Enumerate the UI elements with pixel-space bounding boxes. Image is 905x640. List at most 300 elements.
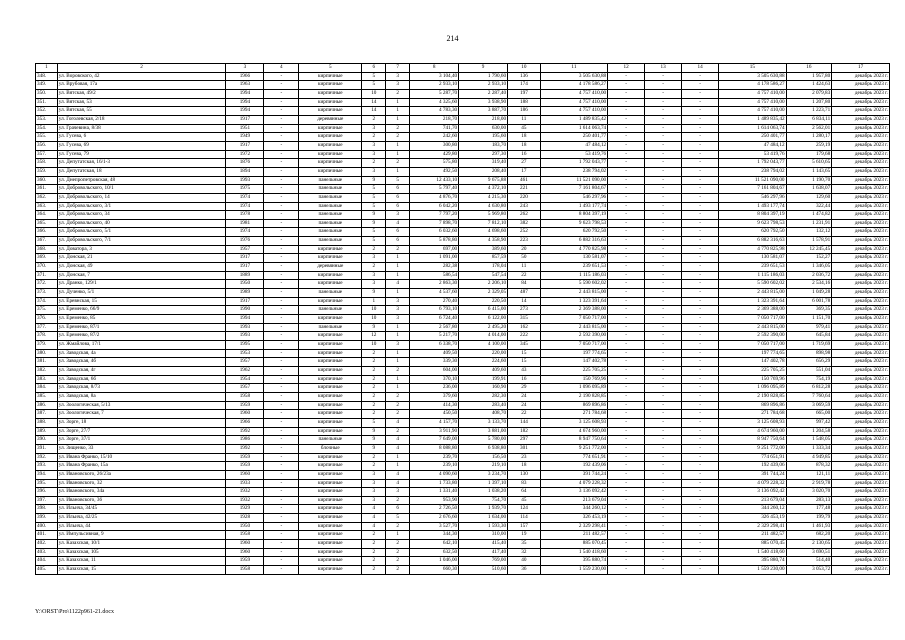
table-cell: 371. <box>36 271 58 280</box>
table-cell: 2 <box>362 349 386 358</box>
table-cell: - <box>264 479 299 488</box>
table-cell: 1 634,00 <box>459 514 508 523</box>
table-row <box>36 237 890 246</box>
table-cell: 2 190 828,85 <box>540 392 607 401</box>
table-cell: 575,80 <box>410 159 459 168</box>
table-cell: 642,10 <box>410 540 459 549</box>
table-cell: 630,00 <box>459 124 508 133</box>
table-cell: - <box>608 358 645 367</box>
table-cell: ул. Донская, 21 <box>57 254 226 263</box>
table-cell: 18 <box>508 141 541 150</box>
table-cell: - <box>645 202 682 211</box>
table-cell: 1950 <box>226 280 264 289</box>
table-cell: 362. <box>36 193 58 202</box>
table-cell: - <box>645 107 682 116</box>
table-cell: - <box>608 341 645 350</box>
table-cell: - <box>264 219 299 228</box>
table-cell: 4 <box>386 444 410 453</box>
table-cell: 382. <box>36 366 58 375</box>
table-cell: - <box>608 462 645 471</box>
table-cell: 4 <box>386 470 410 479</box>
table-cell: 2 <box>386 89 410 98</box>
table-cell: 1957 <box>226 245 264 254</box>
table-cell: 5 610,65 <box>786 159 832 168</box>
table-cell: 1981 <box>226 219 264 228</box>
table-cell: - <box>645 306 682 315</box>
table-cell: 898,98 <box>786 349 832 358</box>
table-cell: 4 <box>386 479 410 488</box>
table-cell: - <box>264 263 299 272</box>
table-row <box>36 245 890 254</box>
table-cell: 2 329 298,41 <box>719 522 786 531</box>
table-cell: 3 <box>362 470 386 479</box>
table-cell: 2 <box>386 366 410 375</box>
table-row <box>36 410 890 419</box>
table-cell: - <box>608 141 645 150</box>
table-cell: 1 593,30 <box>459 522 508 531</box>
table-cell: 259,19 <box>786 141 832 150</box>
table-cell: - <box>645 89 682 98</box>
table-cell: кирпичные <box>299 98 362 107</box>
table-cell: 1 091,00 <box>410 254 459 263</box>
table-cell: - <box>645 159 682 168</box>
table-cell: 7 797,20 <box>410 211 459 220</box>
table-cell: декабрь 2023 г. <box>832 479 890 488</box>
table-cell: 869 896,86 <box>719 401 786 410</box>
table-cell: 769,00 <box>459 557 508 566</box>
table-cell: - <box>608 514 645 523</box>
table-cell: 14 <box>362 98 386 107</box>
table-cell: 4 325,60 <box>410 98 459 107</box>
column-number-cell: 6 <box>362 64 386 73</box>
table-cell: 297 <box>508 436 541 445</box>
table-cell: 7 760,64 <box>786 392 832 401</box>
table-cell: 1986 <box>226 436 264 445</box>
table-cell: 7 161 804,67 <box>540 185 607 194</box>
table-row <box>36 280 890 289</box>
table-row <box>36 306 890 315</box>
table-cell: - <box>264 107 299 116</box>
table-cell: 4 215,30 <box>459 193 508 202</box>
table-cell: 6 <box>386 228 410 237</box>
table-cell: 390. <box>36 436 58 445</box>
table-cell: ул. Врубовая, 17а <box>57 81 226 90</box>
table-cell: - <box>682 410 719 419</box>
table-cell: - <box>645 271 682 280</box>
table-cell: ул. Ильича, 42/25 <box>57 514 226 523</box>
table-cell: 380. <box>36 349 58 358</box>
table-cell: 1 614 063,74 <box>540 124 607 133</box>
table-cell: 514,40 <box>786 557 832 566</box>
table-cell: 2 <box>386 392 410 401</box>
table-cell: ул. Казахская, 105 <box>57 548 226 557</box>
table-cell: - <box>264 89 299 98</box>
table-cell: - <box>645 245 682 254</box>
table-cell: 136 <box>508 72 541 81</box>
table-cell: 1959 <box>226 453 264 462</box>
table-cell: - <box>682 167 719 176</box>
table-cell: 386. <box>36 401 58 410</box>
table-cell: 1 792 043,77 <box>719 159 786 168</box>
table-cell: декабрь 2023 г. <box>832 514 890 523</box>
table-cell: кирпичные <box>299 453 362 462</box>
table-cell: 381. <box>36 358 58 367</box>
table-cell: 1 096 095,89 <box>540 384 607 393</box>
table-cell: 4 178 586,27 <box>540 81 607 90</box>
table-cell: - <box>264 150 299 159</box>
table-cell: - <box>608 496 645 505</box>
table-cell: 348. <box>36 72 58 81</box>
table-cell: 632,50 <box>410 548 459 557</box>
table-cell: 213 679,04 <box>540 496 607 505</box>
table-cell: - <box>608 133 645 142</box>
table-cell: ул. Дранко, 129/1 <box>57 280 226 289</box>
table-cell: - <box>645 444 682 453</box>
table-cell: - <box>682 115 719 124</box>
table-cell: декабрь 2023 г. <box>832 150 890 159</box>
table-cell: - <box>682 228 719 237</box>
table-cell: - <box>608 185 645 194</box>
table-cell: 1 323 391,64 <box>719 297 786 306</box>
table-cell: 178,04 <box>459 263 508 272</box>
table-cell: 5 969,80 <box>459 211 508 220</box>
table-cell: 2 <box>386 496 410 505</box>
table-cell: 1974 <box>226 202 264 211</box>
table-cell: 283,13 <box>786 496 832 505</box>
table-cell: 1 <box>386 453 410 462</box>
table-cell: - <box>264 462 299 471</box>
table-cell: панельные <box>299 306 362 315</box>
table-cell: 6 882 316,63 <box>540 237 607 246</box>
table-cell: кирпичные <box>299 401 362 410</box>
table-cell: 3 <box>362 167 386 176</box>
table-cell: - <box>264 211 299 220</box>
table-cell: кирпичные <box>299 349 362 358</box>
table-cell: декабрь 2023 г. <box>832 297 890 306</box>
table-cell: 403. <box>36 548 58 557</box>
column-number-cell: 8 <box>410 64 459 73</box>
table-cell: 9 251 772,00 <box>719 444 786 453</box>
table-cell: 5 <box>362 193 386 202</box>
table-cell: - <box>264 98 299 107</box>
table-cell: 1 <box>386 115 410 124</box>
table-cell: 395. <box>36 479 58 488</box>
table-cell: 199,79 <box>786 514 832 523</box>
table-cell: ул. Зорге, 37/1 <box>57 436 226 445</box>
table-cell: 2 <box>386 159 410 168</box>
table-cell: 546 297,96 <box>540 193 607 202</box>
table-cell: 2 919,78 <box>786 479 832 488</box>
table-cell: 397. <box>36 496 58 505</box>
table-cell: декабрь 2023 г. <box>832 72 890 81</box>
table-cell: 7 649,00 <box>410 436 459 445</box>
table-cell: декабрь 2023 г. <box>832 358 890 367</box>
table-cell: - <box>682 557 719 566</box>
table-cell: - <box>645 531 682 540</box>
table-cell: 5 <box>362 202 386 211</box>
table-cell: - <box>645 72 682 81</box>
table-cell: 367. <box>36 237 58 246</box>
table-cell: 370. <box>36 263 58 272</box>
table-cell: 6 <box>386 185 410 194</box>
table-row <box>36 444 890 453</box>
table-cell: 378. <box>36 332 58 341</box>
table-cell: ул. Казахская, 10/1 <box>57 540 226 549</box>
table-row <box>36 401 890 410</box>
table-cell: 429,80 <box>410 150 459 159</box>
table-cell: - <box>682 193 719 202</box>
table-cell: - <box>264 410 299 419</box>
table-cell: декабрь 2023 г. <box>832 228 890 237</box>
table-cell: 3 020,70 <box>786 488 832 497</box>
table-cell: - <box>645 237 682 246</box>
table-cell: 183,70 <box>459 141 508 150</box>
table-cell: - <box>682 332 719 341</box>
table-cell: 2 <box>362 263 386 272</box>
table-cell: 2 443 815,00 <box>719 323 786 332</box>
column-number-cell: 12 <box>608 64 645 73</box>
table-cell: 1960 <box>226 548 264 557</box>
table-cell: декабрь 2023 г. <box>832 202 890 211</box>
table-cell: - <box>645 514 682 523</box>
table-cell: декабрь 2023 г. <box>832 176 890 185</box>
table-cell: декабрь 2023 г. <box>832 89 890 98</box>
table-cell: ул. Зищенко, 33 <box>57 444 226 453</box>
table-cell: 391. <box>36 444 58 453</box>
table-cell: 223 <box>508 237 541 246</box>
table-cell: 1972 <box>226 150 264 159</box>
table-cell: - <box>264 384 299 393</box>
table-cell: 487 <box>508 289 541 298</box>
table-cell: 1960 <box>226 410 264 419</box>
table-cell: 211 482,57 <box>540 531 607 540</box>
table-cell: кирпичные <box>299 566 362 575</box>
table-cell: 1960 <box>226 540 264 549</box>
table-row <box>36 211 890 220</box>
table-cell: 656,29 <box>786 358 832 367</box>
table-cell: 2 933,10 <box>459 81 508 90</box>
table-cell: 1957 <box>226 384 264 393</box>
table-cell: - <box>645 211 682 220</box>
table-cell: 7 050 717,00 <box>719 341 786 350</box>
table-cell: ул. Днепропетровская, 48 <box>57 176 226 185</box>
table-row <box>36 150 890 159</box>
table-cell: панельные <box>299 202 362 211</box>
table-cell: - <box>645 349 682 358</box>
table-cell: 1962 <box>226 366 264 375</box>
table-cell: 492,50 <box>410 167 459 176</box>
table-cell: 11 <box>508 115 541 124</box>
table-cell: кирпичные <box>299 488 362 497</box>
table-row <box>36 453 890 462</box>
table-cell: 2 036,72 <box>786 271 832 280</box>
table-cell: 7 050 717,00 <box>540 315 607 324</box>
table-cell: - <box>682 141 719 150</box>
table-cell: 7 812,10 <box>459 219 508 228</box>
table-cell: 387. <box>36 410 58 419</box>
table-cell: 1 957,80 <box>786 72 832 81</box>
table-cell: декабрь 2023 г. <box>832 410 890 419</box>
table-cell: 160,90 <box>459 384 508 393</box>
table-cell: 326 453,19 <box>719 514 786 523</box>
table-cell: 2 <box>362 159 386 168</box>
table-cell: 774 651,91 <box>719 453 786 462</box>
table-cell: 2 <box>362 540 386 549</box>
table-cell: - <box>682 245 719 254</box>
table-cell: - <box>682 470 719 479</box>
table-cell: 1 323 391,64 <box>540 297 607 306</box>
table-cell: - <box>682 81 719 90</box>
table-cell: декабрь 2023 г. <box>832 306 890 315</box>
table-cell: декабрь 2023 г. <box>832 384 890 393</box>
table-cell: 53 419,76 <box>719 150 786 159</box>
table-cell: 239,70 <box>410 453 459 462</box>
table-cell: - <box>264 185 299 194</box>
table-cell: - <box>264 436 299 445</box>
table-cell: 405. <box>36 566 58 575</box>
table-cell: 8 088,80 <box>410 444 459 453</box>
table-row <box>36 107 890 116</box>
table-cell: 1 540 418,60 <box>540 548 607 557</box>
table-cell: панельные <box>299 237 362 246</box>
table-cell: 415,40 <box>459 540 508 549</box>
table-cell: 1994 <box>226 98 264 107</box>
table-cell: 1 231,91 <box>786 219 832 228</box>
table-cell: 345 <box>508 341 541 350</box>
table-cell: - <box>608 193 645 202</box>
table-cell: декабрь 2023 г. <box>832 280 890 289</box>
table-cell: - <box>264 271 299 280</box>
table-cell: деревянные <box>299 263 362 272</box>
table-row <box>36 462 890 471</box>
document-file-path: Y:\ORST\Pro\1122p961-21.docx <box>35 609 115 615</box>
table-cell: 953,90 <box>410 496 459 505</box>
table-cell: ул. Добровольского, 40 <box>57 219 226 228</box>
table-cell: - <box>608 297 645 306</box>
table-cell: - <box>682 280 719 289</box>
table-cell: - <box>264 332 299 341</box>
table-cell: 4 157,70 <box>410 418 459 427</box>
table-cell: - <box>264 323 299 332</box>
table-cell: 4 <box>362 522 386 531</box>
table-cell: ул. Казахская, 11 <box>57 557 226 566</box>
table-cell: декабрь 2023 г. <box>832 540 890 549</box>
table-cell: 8 947 750,64 <box>540 436 607 445</box>
table-row <box>36 418 890 427</box>
table-cell: кирпичные <box>299 124 362 133</box>
table-cell: кирпичные <box>299 540 362 549</box>
table-cell: 417,40 <box>459 548 508 557</box>
table-cell: кирпичные <box>299 548 362 557</box>
table-cell: 5 590 602,02 <box>540 280 607 289</box>
table-cell: - <box>608 392 645 401</box>
table-cell: ул. Зоологическая, 7 <box>57 410 226 419</box>
table-cell: - <box>608 323 645 332</box>
table-cell: - <box>608 237 645 246</box>
table-cell: кирпичные <box>299 280 362 289</box>
table-cell: 741,70 <box>410 124 459 133</box>
table-cell: 4 949,85 <box>786 453 832 462</box>
table-cell: - <box>608 124 645 133</box>
table-cell: 359. <box>36 167 58 176</box>
table-cell: 319,40 <box>459 159 508 168</box>
table-cell: 1 474,82 <box>786 211 832 220</box>
table-cell: 396. <box>36 488 58 497</box>
table-cell: - <box>264 496 299 505</box>
table-cell: - <box>264 531 299 540</box>
table-cell: 4 <box>362 514 386 523</box>
table-cell: 9 <box>362 444 386 453</box>
table-cell: - <box>608 107 645 116</box>
table-cell: - <box>682 505 719 514</box>
table-cell: ул. Грачевина, 8/38 <box>57 124 226 133</box>
table-cell: - <box>682 566 719 575</box>
table-cell: декабрь 2023 г. <box>832 124 890 133</box>
table-row <box>36 505 890 514</box>
table-cell: 144 <box>508 418 541 427</box>
table-cell: - <box>608 159 645 168</box>
table-cell: - <box>645 375 682 384</box>
table-cell: декабрь 2023 г. <box>832 263 890 272</box>
table-cell: - <box>608 115 645 124</box>
table-cell: 1995 <box>226 341 264 350</box>
table-cell: 157 <box>508 522 541 531</box>
table-row <box>36 254 890 263</box>
table-cell: 9 251 772,00 <box>540 444 607 453</box>
table-cell: 2 <box>362 115 386 124</box>
table-cell: 3 <box>362 479 386 488</box>
table-cell: 5 <box>362 81 386 90</box>
table-cell: 4 <box>362 505 386 514</box>
table-cell: 1994 <box>226 315 264 324</box>
table-cell: 221 <box>508 185 541 194</box>
table-cell: 377. <box>36 323 58 332</box>
table-cell: 238 794,02 <box>719 167 786 176</box>
table-cell: 220,00 <box>459 349 508 358</box>
table-cell: ул. Добровольского, 7/1 <box>57 237 226 246</box>
table-cell: 1993 <box>226 176 264 185</box>
table-cell: декабрь 2023 г. <box>832 254 890 263</box>
table-cell: 1 151,70 <box>786 315 832 324</box>
table-cell: 1 <box>386 375 410 384</box>
table-cell: - <box>645 505 682 514</box>
table-cell: 2 562,01 <box>786 124 832 133</box>
table-cell: 12 245,45 <box>786 245 832 254</box>
table-cell: ул. Еременко, 66/9 <box>57 306 226 315</box>
table-cell: 179,68 <box>786 150 832 159</box>
table-cell: панельные <box>299 436 362 445</box>
table-cell: декабрь 2023 г. <box>832 98 890 107</box>
table-row <box>36 159 890 168</box>
table-cell: 546 297,96 <box>719 193 786 202</box>
table-cell: 3 505 630,88 <box>719 72 786 81</box>
table-cell: 1 733,80 <box>410 479 459 488</box>
page-number: 214 <box>446 34 459 43</box>
table-cell: 2 <box>386 427 410 436</box>
table-row <box>36 332 890 341</box>
table-cell: - <box>645 280 682 289</box>
table-cell: - <box>264 444 299 453</box>
table-cell: - <box>682 514 719 523</box>
table-cell: 344,30 <box>410 531 459 540</box>
table-cell: декабрь 2023 г. <box>832 271 890 280</box>
table-cell: ул. Ивановского, 26/23а <box>57 470 226 479</box>
table-cell: 2 <box>362 384 386 393</box>
table-cell: - <box>264 133 299 142</box>
table-cell: 2 <box>362 453 386 462</box>
table-cell: - <box>608 427 645 436</box>
table-cell: 192 439,06 <box>540 462 607 471</box>
